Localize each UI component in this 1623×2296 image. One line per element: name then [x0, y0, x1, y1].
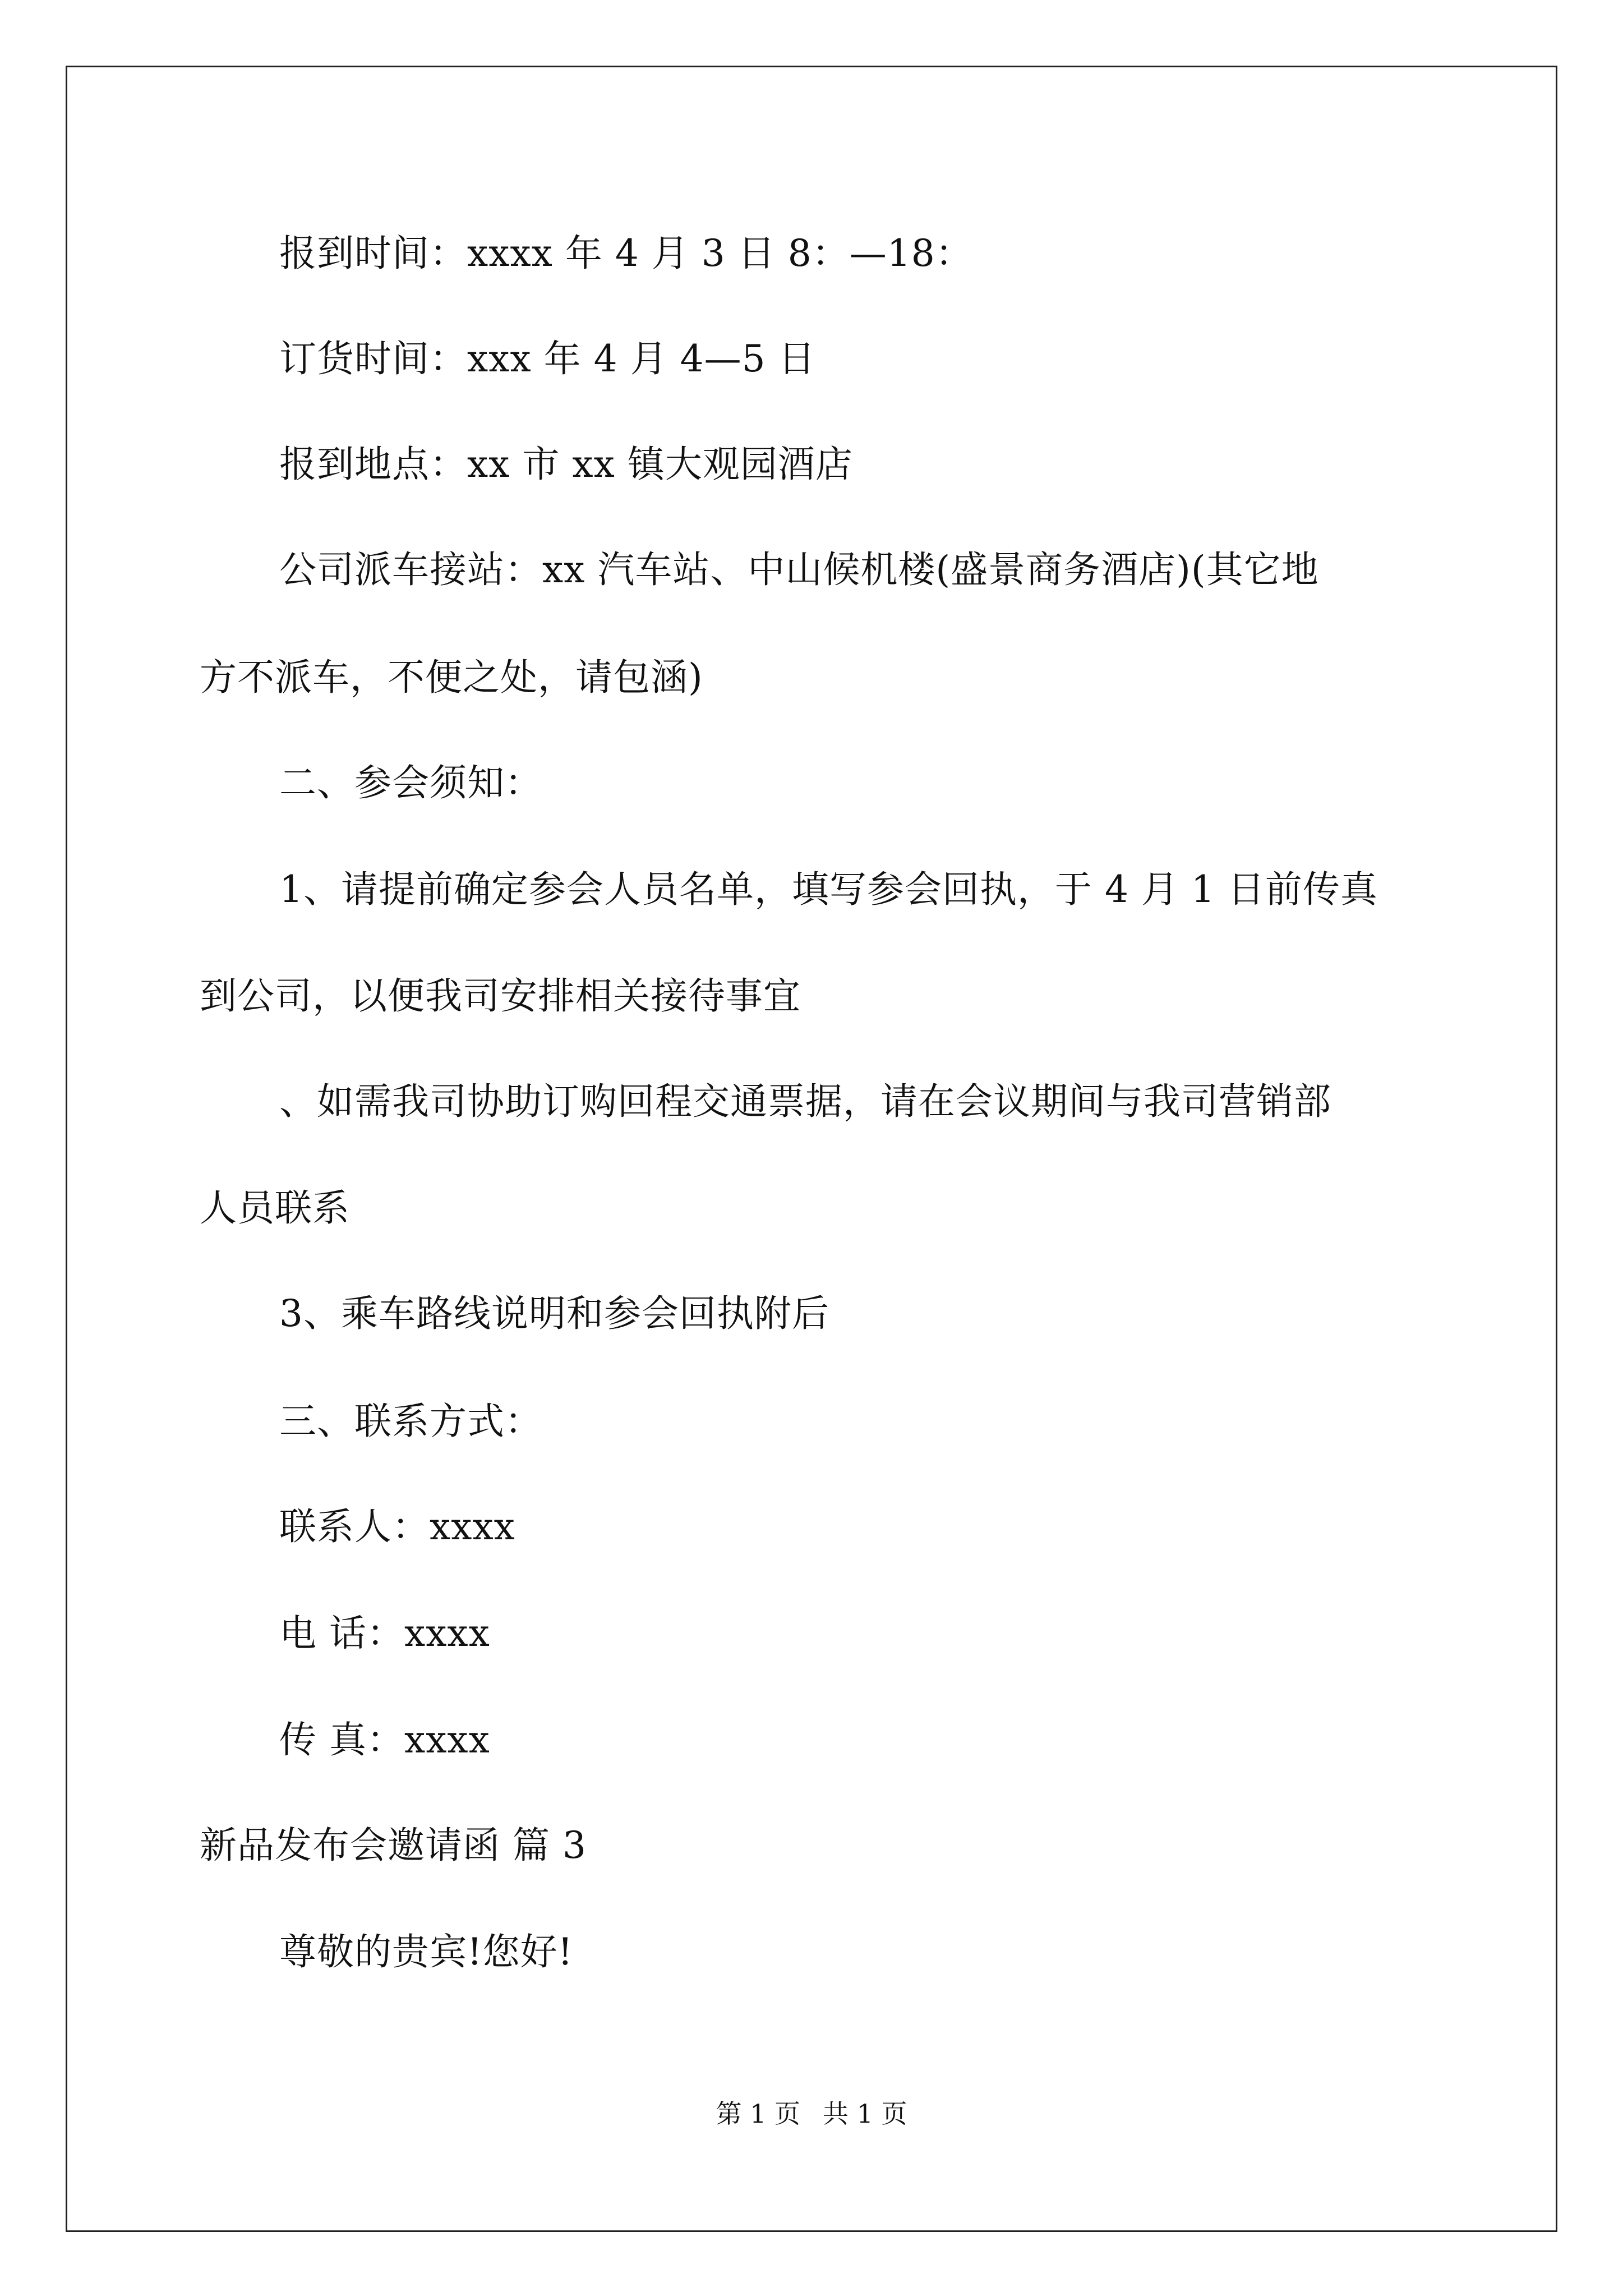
notice-item-1: 1、请提前确定参会人员名单，填写参会回执，于 4 月 1 日前传真: [279, 868, 1378, 911]
notice-item-1-continued: 到公司，以便我司安排相关接待事宜: [200, 974, 801, 1018]
page-border: [66, 66, 1557, 2232]
order-time-line: 订货时间：xxx 年 4 月 4—5 日: [279, 337, 816, 380]
contact-fax: 传 真：xxxx: [279, 1718, 490, 1761]
pickup-line-continued: 方不派车，不便之处，请包涵): [200, 656, 703, 699]
notice-item-3: 3、乘车路线说明和参会回执附后: [279, 1292, 829, 1335]
pickup-line: 公司派车接站：xx 汽车站、中山候机楼(盛景商务酒店)(其它地: [279, 548, 1319, 591]
page-number: 第 1 页: [716, 2099, 800, 2129]
notice-item-2-continued: 人员联系: [200, 1186, 350, 1230]
greeting-line: 尊敬的贵宾!您好!: [279, 1930, 574, 1973]
notice-item-2: 、如需我司协助订购回程交通票据，请在会议期间与我司营销部: [279, 1080, 1331, 1123]
page-footer: [0, 2097, 1623, 2131]
report-time-line: 报到时间：xxxx 年 4 月 3 日 8：—18：: [279, 232, 973, 275]
report-location-line: 报到地点：xx 市 xx 镇大观园酒店: [279, 443, 853, 486]
contact-person: 联系人：xxxx: [279, 1505, 515, 1548]
section-heading-contact: 三、联系方式：: [279, 1400, 542, 1443]
article-title: 新品发布会邀请函 篇 3: [200, 1824, 587, 1867]
section-heading-notice: 二、参会须知：: [279, 761, 542, 804]
contact-phone: 电 话：xxxx: [279, 1612, 490, 1655]
page-total: 共 1 页: [823, 2099, 907, 2129]
